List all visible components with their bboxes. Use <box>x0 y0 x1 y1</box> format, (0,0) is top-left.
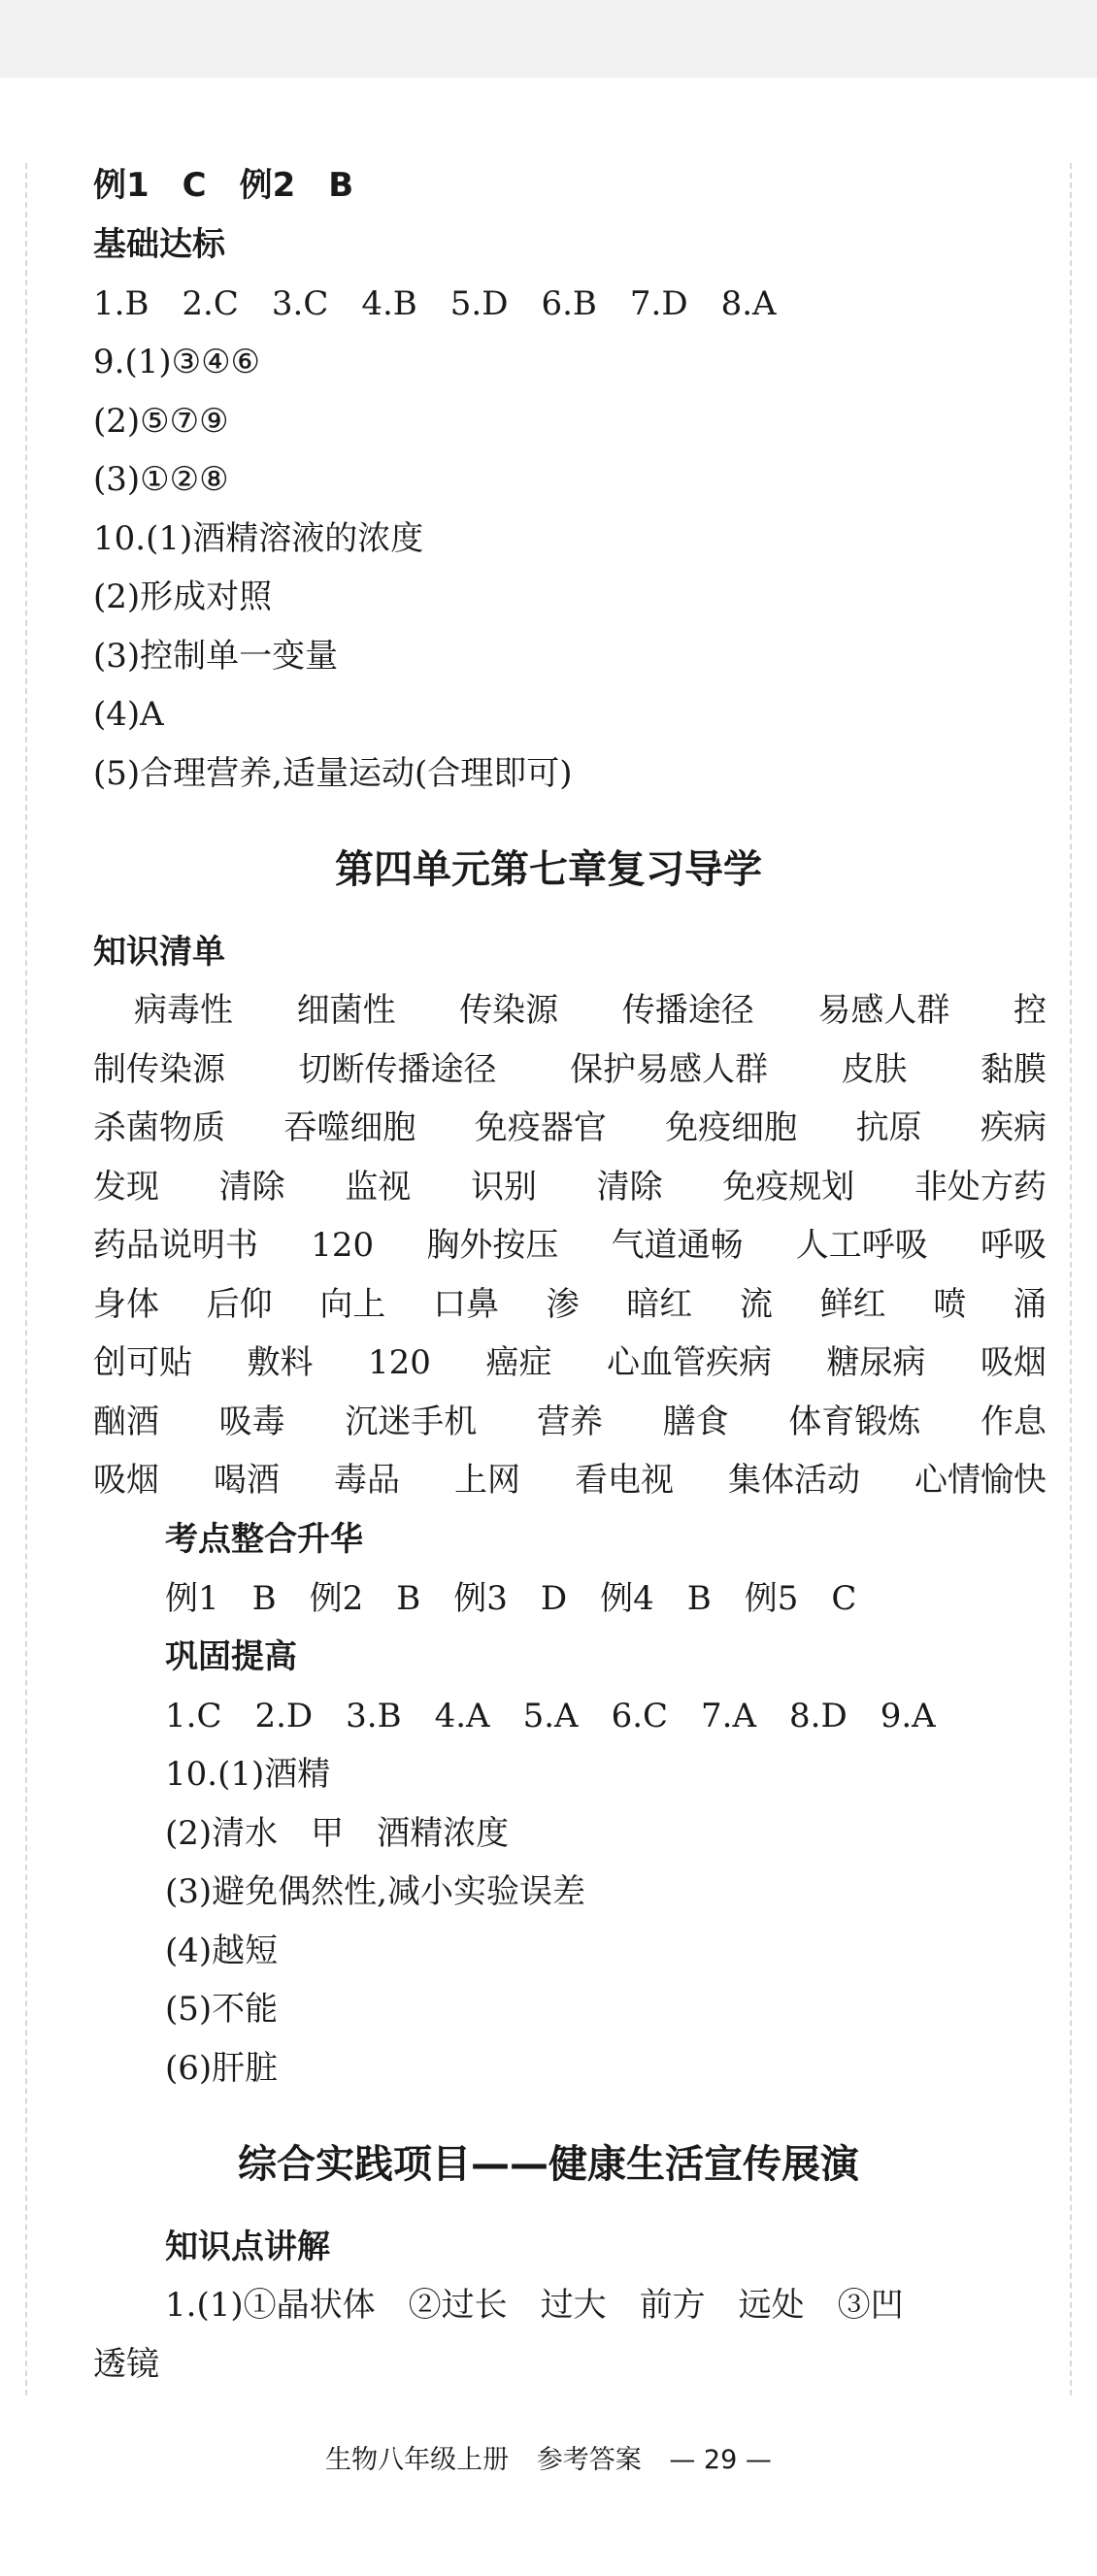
knowledge-term: 识别 <box>470 1168 537 1206</box>
knowledge-term: 传染源 <box>459 991 559 1030</box>
knowledge-term: 病毒性 <box>134 991 233 1030</box>
heading-basic: 基础达标 <box>93 225 225 264</box>
knowledge-term: 心血管疾病 <box>606 1343 772 1382</box>
knowledge-term: 杀菌物质 <box>93 1108 225 1147</box>
q9-1: 9.(1)③④⑥ <box>93 343 261 381</box>
knowledge-term: 免疫规划 <box>722 1168 855 1206</box>
knowledge-term: 体育锻炼 <box>788 1403 921 1441</box>
answers-1-8: 1.B 2.C 3.C 4.B 5.D 6.B 7.D 8.A <box>93 284 777 323</box>
knowledge-term: 涌 <box>1013 1285 1047 1324</box>
knowledge-term: 癌症 <box>485 1343 552 1382</box>
knowledge-term: 疾病 <box>980 1108 1047 1147</box>
knowledge-term: 喝酒 <box>214 1461 280 1500</box>
knowledge-term: 易感人群 <box>817 991 950 1030</box>
knowledge-term: 监视 <box>345 1168 412 1206</box>
knowledge-line <box>93 1282 1047 1327</box>
examples-line-1: 例1 C 例2 B <box>93 166 354 205</box>
knowledge-line <box>93 1223 1047 1268</box>
knowledge-term: 120 <box>311 1226 375 1265</box>
knowledge-term: 口鼻 <box>432 1285 499 1324</box>
examples-line-2: 例1 B 例2 B 例3 D 例4 B 例5 C <box>165 1579 857 1618</box>
s2-q10-1: 10.(1)酒精 <box>165 1755 331 1794</box>
knowledge-term: 集体活动 <box>728 1461 860 1500</box>
knowledge-term: 吸烟 <box>981 1343 1047 1382</box>
footer-label: 参考答案 <box>536 2445 642 2475</box>
knowledge-term: 人工呼吸 <box>795 1226 928 1265</box>
knowledge-line <box>93 1458 1047 1503</box>
knowledge-line <box>93 1047 1047 1092</box>
knowledge-term: 营养 <box>536 1403 603 1441</box>
knowledge-term: 免疫细胞 <box>665 1108 798 1147</box>
heading-knowledge: 知识清单 <box>93 933 225 972</box>
knowledge-term: 毒品 <box>334 1461 400 1500</box>
knowledge-term: 酗酒 <box>93 1403 159 1441</box>
top-margin-band <box>0 0 1097 78</box>
knowledge-term: 心情愉快 <box>914 1461 1047 1500</box>
knowledge-term: 传播途径 <box>621 991 754 1030</box>
knowledge-term: 免疫器官 <box>474 1108 607 1147</box>
knowledge-term: 控 <box>1013 991 1047 1030</box>
q10-1: 10.(1)酒精溶液的浓度 <box>93 519 424 558</box>
knowledge-term: 流 <box>739 1285 773 1324</box>
knowledge-line <box>93 1400 1047 1444</box>
heading-points: 知识点讲解 <box>165 2228 330 2266</box>
answers-1-9: 1.C 2.D 3.B 4.A 5.A 6.C 7.A 8.D 9.A <box>165 1697 936 1735</box>
points-line-1: 1.(1)①晶状体 ②过长 过大 前方 远处 ③凹 <box>165 2286 904 2325</box>
knowledge-term: 沉迷手机 <box>345 1403 478 1441</box>
knowledge-term: 后仰 <box>206 1285 273 1324</box>
knowledge-term: 吞噬细胞 <box>283 1108 416 1147</box>
points-line-2: 透镜 <box>93 2345 159 2384</box>
knowledge-term: 非处方药 <box>914 1168 1047 1206</box>
right-binding-line <box>1070 163 1072 2395</box>
q10-5: (5)合理营养,适量运动(合理即可) <box>93 754 573 793</box>
knowledge-term: 药品说明书 <box>93 1226 258 1265</box>
knowledge-term: 吸烟 <box>93 1461 159 1500</box>
knowledge-term: 看电视 <box>575 1461 674 1500</box>
page-footer <box>0 2438 1097 2476</box>
heading-integration: 考点整合升华 <box>165 1520 363 1559</box>
knowledge-line <box>93 1165 1047 1209</box>
page-number: — 29 — <box>669 2445 772 2475</box>
s2-q10-2: (2)清水 甲 酒精浓度 <box>165 1814 510 1853</box>
knowledge-term: 渗 <box>546 1285 580 1324</box>
s2-q10-4: (4)越短 <box>165 1932 279 1970</box>
knowledge-term: 上网 <box>454 1461 520 1500</box>
s2-q10-5: (5)不能 <box>165 1990 279 2029</box>
knowledge-term: 敷料 <box>247 1343 314 1382</box>
knowledge-term: 清除 <box>596 1168 663 1206</box>
q9-3: (3)①②⑧ <box>93 460 229 499</box>
knowledge-term: 制传染源 <box>93 1050 225 1089</box>
knowledge-term: 暗红 <box>626 1285 693 1324</box>
knowledge-term: 呼吸 <box>981 1226 1047 1265</box>
section-title-project: 综合实践项目——健康生活宣传展演 <box>238 2142 859 2187</box>
knowledge-term: 身体 <box>93 1285 159 1324</box>
knowledge-term: 喷 <box>933 1285 967 1324</box>
q10-3: (3)控制单一变量 <box>93 637 339 676</box>
s2-q10-6: (6)肝脏 <box>165 2049 279 2088</box>
knowledge-term: 抗原 <box>855 1108 922 1147</box>
q10-4: (4)A <box>93 695 164 734</box>
knowledge-term: 糖尿病 <box>826 1343 926 1382</box>
knowledge-term: 创可贴 <box>93 1343 192 1382</box>
knowledge-line <box>93 1340 1047 1385</box>
q9-2: (2)⑤⑦⑨ <box>93 402 229 441</box>
knowledge-term: 吸毒 <box>218 1403 285 1441</box>
knowledge-term: 作息 <box>980 1403 1047 1441</box>
knowledge-line <box>93 1106 1047 1150</box>
knowledge-line <box>134 988 1047 1033</box>
knowledge-term: 胸外按压 <box>426 1226 559 1265</box>
knowledge-term: 120 <box>368 1343 431 1382</box>
knowledge-term: 鲜红 <box>819 1285 886 1324</box>
knowledge-term: 向上 <box>319 1285 386 1324</box>
footer-subject: 生物八年级上册 <box>325 2445 510 2475</box>
section-title-chapter7: 第四单元第七章复习导学 <box>335 847 762 892</box>
knowledge-term: 细菌性 <box>296 991 396 1030</box>
knowledge-term: 黏膜 <box>981 1050 1047 1089</box>
knowledge-term: 清除 <box>218 1168 285 1206</box>
knowledge-term: 发现 <box>93 1168 159 1206</box>
heading-consolidate: 巩固提高 <box>165 1637 297 1676</box>
knowledge-term: 皮肤 <box>841 1050 908 1089</box>
knowledge-term: 保护易感人群 <box>570 1050 768 1089</box>
left-binding-line <box>25 163 27 2395</box>
s2-q10-3: (3)避免偶然性,减小实验误差 <box>165 1872 585 1911</box>
q10-2: (2)形成对照 <box>93 578 273 616</box>
knowledge-term: 切断传播途径 <box>298 1050 497 1089</box>
knowledge-term: 膳食 <box>662 1403 729 1441</box>
knowledge-term: 气道通畅 <box>611 1226 744 1265</box>
